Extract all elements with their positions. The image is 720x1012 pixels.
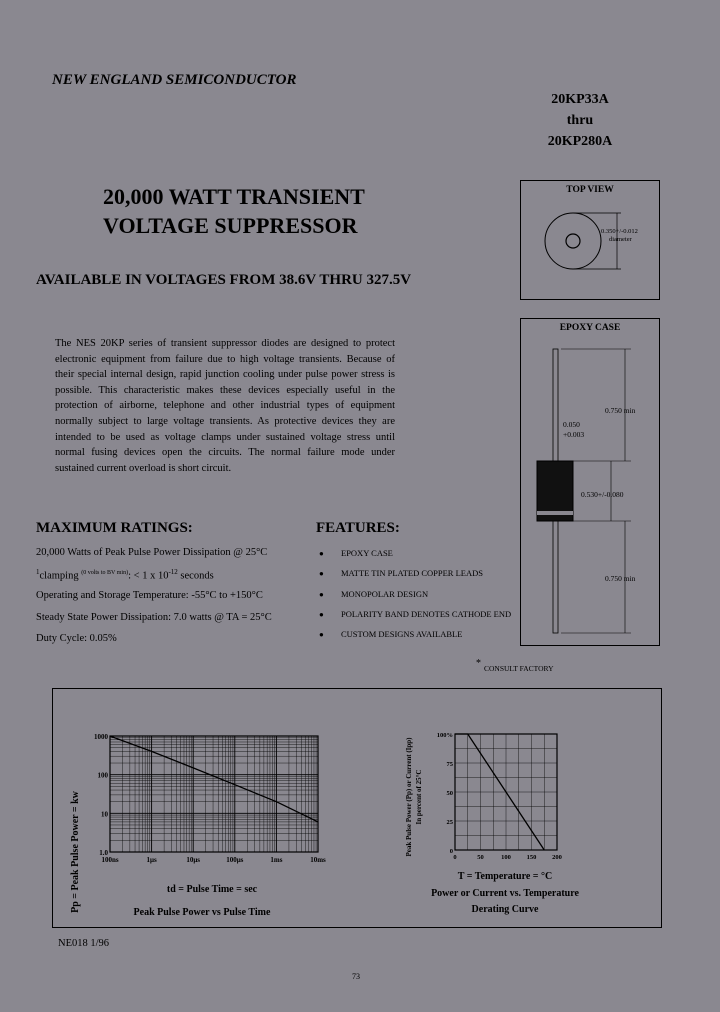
feature-bullet: ●: [319, 630, 324, 639]
description-paragraph: The NES 20KP series of transient suppressor diodes are designed to protect electronic equipment from failure due to high voltage transients. Because of their special internal design, rapid junction cooling under pulse power stress is possible. This characteristic makes these devices especially useful in the protection of airborne, telephone and other industrial types of equipment normally subject to large voltage transients. As protective devices they are intended to be used as voltage clamps under sustained voltage stress until normal fusing devices open the circuits. The normal failure mode under sustained current overload is short circuit.: [55, 338, 395, 474]
top-view-dim1: 0.350+/-0.012: [601, 228, 638, 235]
rating-clamping: $^1$clamping $^{(0 volts to BV min)}$: < 1 x $10^{-12}$ seconds: [36, 568, 214, 582]
right-chart-xlabel: T = Temperature = °C: [457, 871, 553, 882]
right-xtick-label: 100: [501, 854, 511, 861]
feature-bullet: ●: [319, 569, 324, 578]
top-view-box: [520, 180, 660, 300]
feature-item: MONOPOLAR DESIGN: [341, 589, 429, 599]
feature-bullet: ●: [319, 590, 324, 599]
feature-bullet: ●: [319, 549, 324, 558]
right-chart-ylabel1: Peak Pulse Power (Pp) or Current (Ipp): [405, 737, 413, 857]
right-chart-caption2: Derating Curve: [471, 904, 539, 915]
left-ytick-label: 100: [97, 771, 108, 780]
feature-item: MATTE TIN PLATED COPPER LEADS: [341, 568, 483, 578]
clamp-value: : < 1 x 10: [128, 570, 169, 582]
left-xtick-label: 1ms: [270, 856, 283, 864]
left-grid: [110, 736, 318, 852]
features-heading: FEATURES:: [316, 520, 400, 536]
part-number-thru: thru: [566, 113, 594, 128]
part-number-to: 20KP280A: [547, 134, 613, 149]
top-view-drawing: [521, 181, 659, 299]
epoxy-case-drawing: [521, 319, 659, 645]
epoxy-case-title: EPOXY CASE: [559, 323, 621, 333]
part-number-from: 20KP33A: [551, 92, 609, 107]
feature-item: CUSTOM DESIGNS AVAILABLE: [341, 629, 463, 639]
left-series-line: [110, 736, 318, 822]
left-plot-area: [110, 736, 318, 852]
right-ytick-label: 75: [446, 761, 453, 768]
clamp-prefix: clamping: [39, 570, 79, 582]
rating-temperature: Operating and Storage Temperature: -55°C to +150°C: [36, 590, 263, 601]
right-chart-ylabel2: In percent of 25°C: [415, 769, 423, 825]
left-xtick-label: 1μs: [146, 856, 157, 864]
left-chart-caption: Peak Pulse Power vs Pulse Time: [133, 907, 271, 918]
right-xtick-label: 50: [477, 854, 484, 861]
right-yticks: [437, 732, 454, 855]
right-xtick-label: 200: [552, 854, 562, 861]
left-xticks: [101, 856, 326, 864]
rating-steady-state: Steady State Power Dissipation: 7.0 watts @ TA = 25°C: [36, 612, 272, 623]
page-title-line1: 20,000 WATT TRANSIENT: [103, 184, 365, 209]
left-xtick-label: 10ms: [310, 856, 326, 864]
top-view-dim2: diameter: [609, 236, 632, 243]
epoxy-dim-dia2: +0.003: [563, 430, 585, 439]
company-name: NEW ENGLAND SEMICONDUCTOR: [52, 72, 297, 88]
right-ytick-label: 100%: [436, 732, 453, 739]
max-ratings-heading: MAXIMUM RATINGS:: [36, 520, 193, 536]
right-ytick-label: 50: [446, 790, 453, 797]
clamp-unit: seconds: [177, 570, 214, 582]
left-xtick-label: 100μs: [226, 856, 244, 864]
epoxy-dim-lead: 0.750 min: [605, 406, 636, 415]
right-xtick-label: 150: [526, 854, 537, 861]
right-chart-caption1: Power or Current vs. Temperature: [431, 888, 579, 899]
left-ytick-label: 10: [101, 810, 108, 819]
consult-mark: *: [476, 658, 481, 669]
epoxy-dim-lead2: 0.750 min: [605, 574, 636, 583]
pulse-power-chart: [62, 722, 332, 918]
left-chart-ylabel: Pp = Peak Pulse Power = kw: [70, 791, 81, 913]
epoxy-case-box: [520, 318, 660, 646]
clamp-sup: (0 volts to BV min): [81, 570, 129, 576]
left-chart-xlabel: td = Pulse Time = sec: [166, 884, 258, 895]
left-ytick-label: 1000: [94, 733, 108, 741]
rating-peak-power: 20,000 Watts of Peak Pulse Power Dissipation @ 25°C: [36, 547, 268, 558]
consult-factory: CONSULT FACTORY: [484, 664, 554, 673]
doc-code: NE018 1/96: [58, 938, 110, 949]
feature-bullet: ●: [319, 610, 324, 619]
epoxy-dim-dia1: 0.050: [563, 420, 580, 429]
page-number: 73: [352, 972, 360, 981]
left-xtick-label: 100ns: [101, 856, 119, 864]
derating-chart: [395, 722, 640, 918]
left-yticks: [94, 733, 109, 857]
right-xticks: [453, 854, 562, 861]
left-ytick-label: 1.0: [99, 849, 108, 857]
right-xtick-label: 0: [453, 854, 457, 861]
top-view-title: TOP VIEW: [566, 185, 614, 195]
rating-duty-cycle: Duty Cycle: 0.05%: [36, 633, 117, 644]
right-ytick-label: 0: [449, 848, 453, 855]
clamp-exp: -12: [168, 568, 178, 576]
feature-item: EPOXY CASE: [341, 548, 393, 558]
availability-banner: AVAILABLE IN VOLTAGES FROM 38.6V THRU 327.5V: [36, 272, 412, 288]
epoxy-dim-body: 0.530+/-0.080: [581, 490, 624, 499]
page-title-line2: VOLTAGE SUPPRESSOR: [103, 213, 358, 238]
right-ytick-label: 25: [446, 819, 453, 826]
feature-item: POLARITY BAND DENOTES CATHODE END: [341, 609, 512, 619]
left-xtick-label: 10μs: [186, 856, 201, 864]
